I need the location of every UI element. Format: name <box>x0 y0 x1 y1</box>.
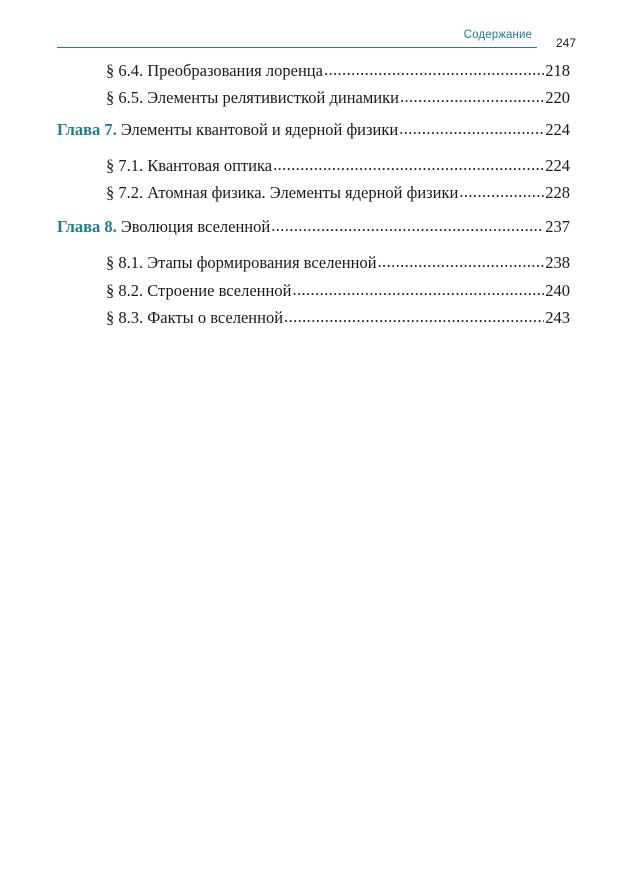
dot-leader <box>400 87 544 107</box>
dot-leader <box>284 307 544 327</box>
toc-entry-title: § 7.2. Атомная физика. Элементы ядерной физики <box>106 183 459 202</box>
toc-entry-page: 243 <box>545 308 570 327</box>
toc-entry-title: § 8.3. Факты о вселенной <box>106 308 284 327</box>
toc-entry-8-3 <box>106 308 570 328</box>
toc-entry-7-2 <box>106 183 570 203</box>
header-title: Содержание <box>463 29 532 41</box>
toc-entry-title: § 8.2. Строение вселенной <box>106 281 292 300</box>
page-number: 247 <box>556 36 577 50</box>
toc-entry-6-4 <box>106 61 570 81</box>
toc-chapter-7 <box>57 120 570 140</box>
dot-leader <box>273 155 544 175</box>
dot-leader <box>399 119 544 139</box>
toc-entry-page: 224 <box>545 156 570 175</box>
dot-leader <box>324 60 544 80</box>
toc-chapter-8 <box>57 217 570 237</box>
toc-entry-7-1 <box>106 156 570 176</box>
toc-entry-page: 240 <box>545 281 570 300</box>
toc-entry-page: 224 <box>545 120 570 139</box>
toc-entry-title: § 8.1. Этапы формирования вселенной <box>106 253 377 272</box>
toc-entry-8-1 <box>106 253 570 273</box>
toc-entry-title: Элементы квантовой и ядерной физики <box>120 120 399 139</box>
toc-entry-page: 220 <box>545 88 570 107</box>
chapter-label: Глава 7. <box>57 120 117 139</box>
toc-entry-page: 218 <box>545 61 570 80</box>
toc-entry-title: § 6.4. Преобразования лоренца <box>106 61 323 80</box>
toc-entry-page: 238 <box>545 253 570 272</box>
toc-entry-6-5 <box>106 88 570 108</box>
toc-entry-title: § 7.1. Квантовая оптика <box>106 156 273 175</box>
toc-entry-page: 237 <box>545 217 570 236</box>
chapter-label: Глава 8. <box>57 217 117 236</box>
toc-entry-8-2 <box>106 281 570 301</box>
dot-leader <box>459 182 544 202</box>
toc-entry-title: § 6.5. Элементы релятивисткой динамики <box>106 88 399 107</box>
dot-leader <box>292 280 544 300</box>
dot-leader <box>378 252 545 272</box>
dot-leader <box>271 216 544 236</box>
toc-entry-title: Эволюция вселенной <box>120 217 271 236</box>
toc-entry-page: 228 <box>545 183 570 202</box>
